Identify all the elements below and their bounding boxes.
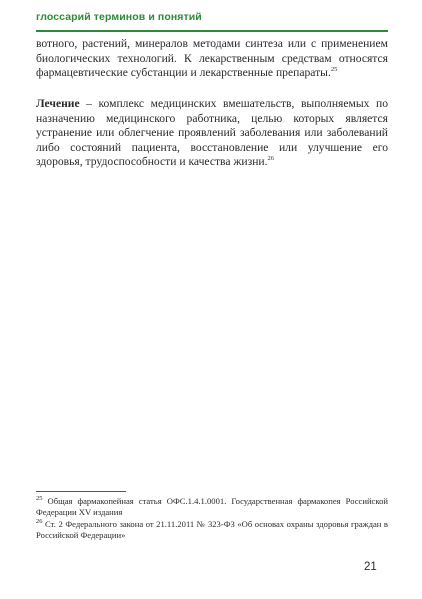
footnote-text: Общая фармакопейная статья ОФС.1.4.1.0001. Государственная фармакопея Российской Федерации XV издания — [36, 496, 388, 518]
glossary-entry-lechenie — [36, 97, 388, 170]
running-head: глоссарий терминов и понятий — [36, 11, 202, 23]
glossary-definition: – комплекс медицинских вмешательств, выполняемых по назначению медицинского работника, целью которых является устранение или облегчение проявлений заболевания или заболеваний либо состояний пациента, восстановление или улучшение его здоровья, трудоспособности и качества жизни. — [36, 97, 388, 169]
footnote-number: 25 — [36, 495, 43, 503]
footnote-number: 26 — [36, 518, 43, 526]
footnote-ref[interactable]: 26 — [267, 155, 275, 163]
paragraph-text: вотного, растений, минералов методами синтеза или с применением биологических технологий. К лекарственным средствам относятся фармацевтические субстанции и лекарственные препараты. — [36, 37, 388, 80]
footnote — [36, 496, 388, 518]
paragraph-continuation — [36, 37, 388, 81]
footnote-separator — [36, 491, 126, 492]
page-number: 21 — [364, 561, 377, 573]
footnote — [36, 519, 388, 541]
footnote-ref[interactable]: 25 — [330, 66, 338, 74]
header-rule — [36, 30, 388, 32]
footnote-text: Ст. 2 Федерального закона от 21.11.2011 № 323-ФЗ «Об основах охраны здоровья граждан в Российской Федерации» — [36, 519, 388, 541]
glossary-term: Лечение — [36, 97, 80, 110]
